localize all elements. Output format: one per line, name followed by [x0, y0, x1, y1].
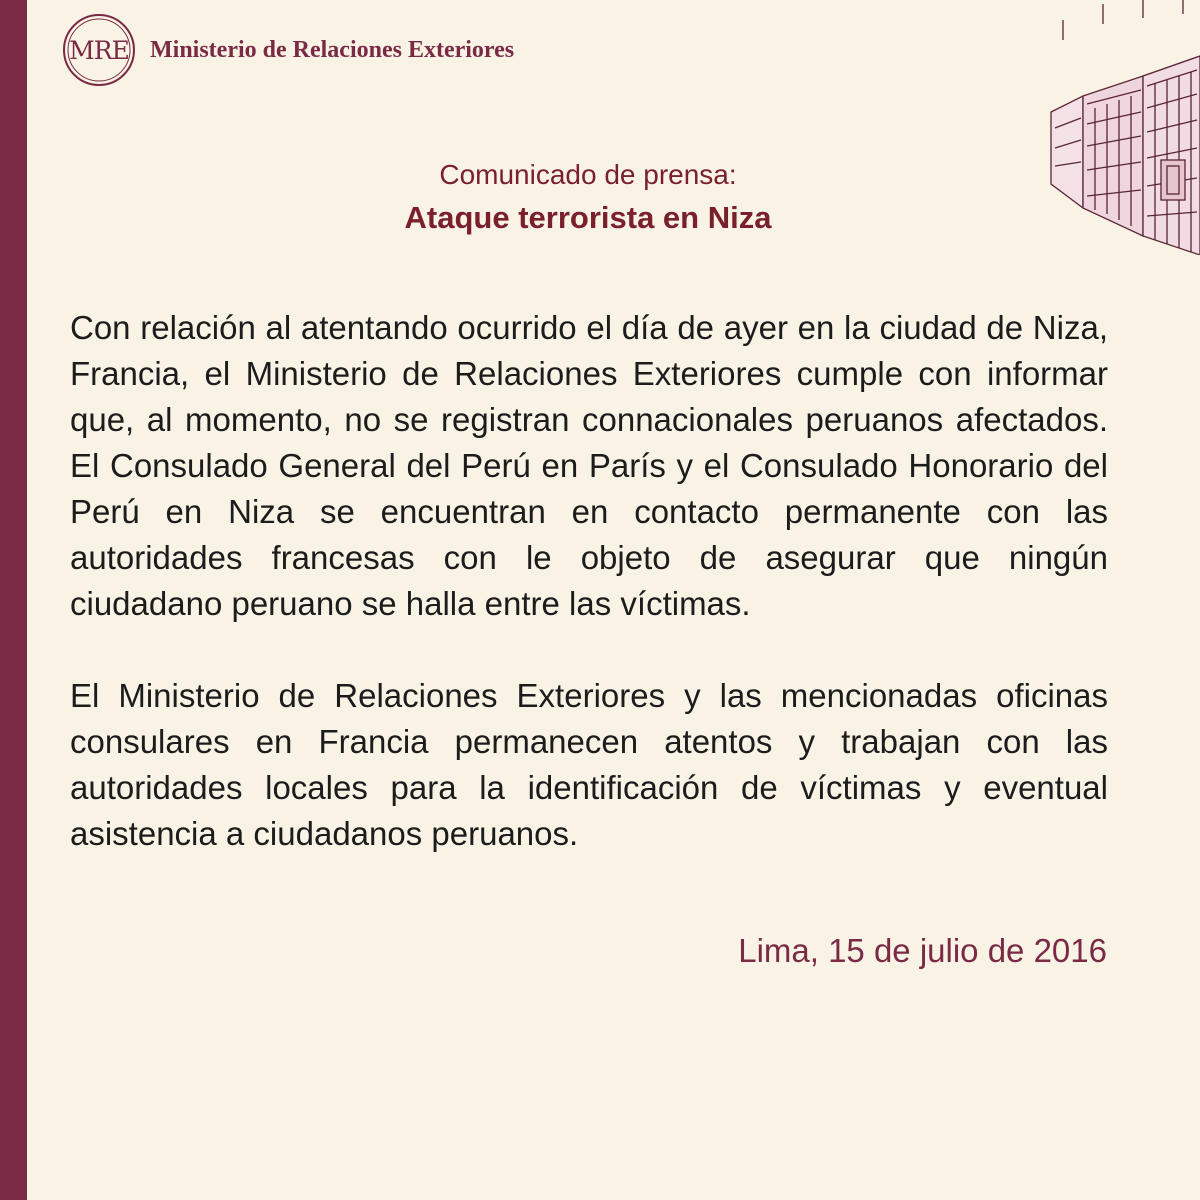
press-release-title: Ataque terrorista en Niza: [404, 200, 772, 235]
title-block: [0, 154, 1176, 240]
date-line: Lima, 15 de julio de 2016: [738, 932, 1107, 969]
body-text: [70, 305, 1108, 857]
header: [62, 14, 514, 86]
seal-text: MRE: [69, 36, 129, 65]
body-paragraph-2: El Ministerio de Relaciones Exteriores y las mencionadas oficinas consulares en Francia permanecen atentos y trabajan con las autoridades locales para la identificación de víctimas y eventual asistencia a ciudadanos peruanos.: [70, 677, 1108, 852]
organization-name: Ministerio de Relaciones Exteriores: [150, 36, 515, 63]
body-paragraph-1: Con relación al atentando ocurrido el día de ayer en la ciudad de Niza, Francia, el Ministerio de Relaciones Exteriores cumple con informar que, al momento, no se registran connacionales peruanos afectados. El Consulado General del Perú en París y el Consulado Honorario del Perú en Niza se encuentran en contacto permanente con las autoridades francesas con le objeto de asegurar que ningún ciudadano peruano se halla entre las víctimas.: [70, 309, 1108, 622]
press-release-label: Comunicado de prensa:: [439, 159, 737, 190]
mre-seal-icon: [62, 13, 136, 87]
